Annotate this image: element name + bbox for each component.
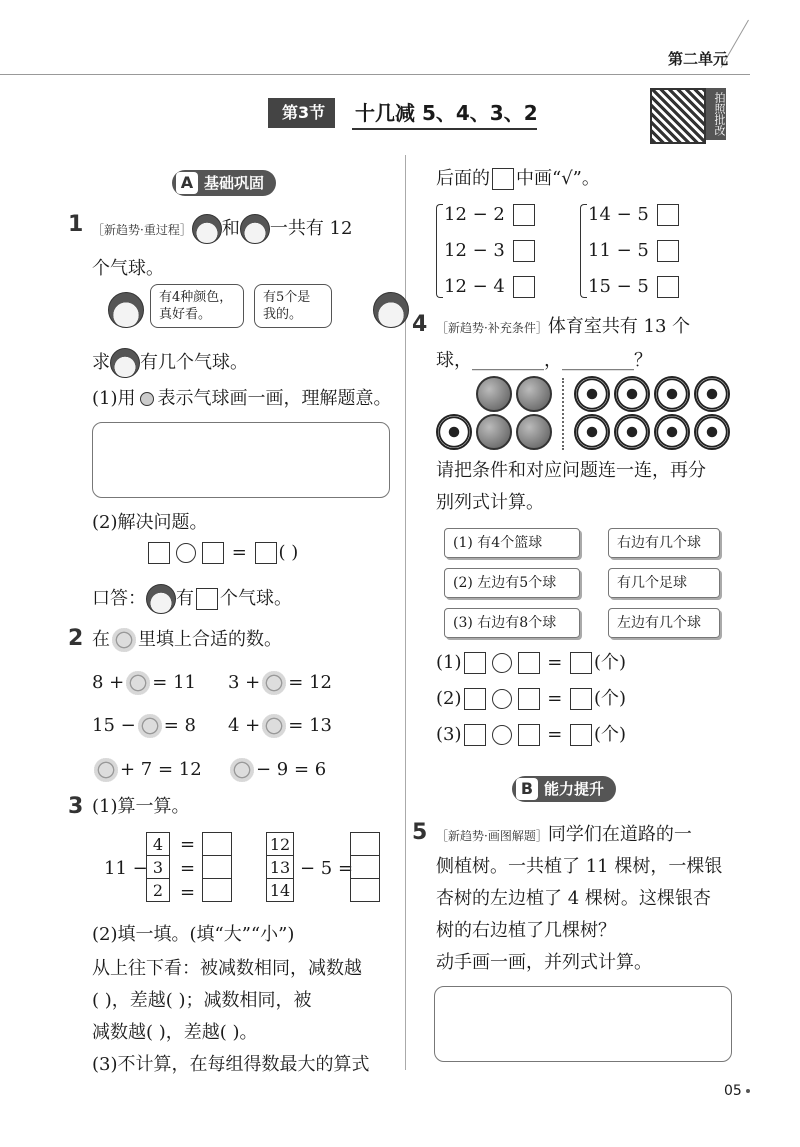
q3-right-column xyxy=(266,832,294,902)
q4-eq-1: (1) = (个) xyxy=(436,652,627,673)
flower-blank[interactable] xyxy=(262,671,286,695)
group1-row xyxy=(444,276,537,298)
q3-left-value: 4 xyxy=(147,833,170,856)
group2-row xyxy=(588,240,681,262)
q3-cont-b: 中画“√”。 xyxy=(516,168,600,189)
group2-expr: 11 − 5 xyxy=(588,240,649,261)
basketball-icon xyxy=(516,376,552,412)
section-b-badge xyxy=(512,776,616,802)
q4-text: 体育室共有 13 个 xyxy=(547,316,691,337)
q2-item-left: 3 + xyxy=(228,672,261,693)
operator-circle[interactable] xyxy=(492,653,512,673)
qr-caption-text: 拍照批改 xyxy=(713,92,726,136)
brace-group-2 xyxy=(580,204,587,298)
girl-face-icon xyxy=(108,292,144,328)
q1-line2: 个气球。 xyxy=(92,258,164,279)
q5-line1 xyxy=(436,824,692,847)
q5-line2: 侧植树。一共植了 11 棵树，一棵银 xyxy=(436,856,723,877)
q3-right-value: 12 xyxy=(267,833,294,856)
q1-ask xyxy=(92,348,248,378)
q3-part2-line3: 减数越( )，差越( )。 xyxy=(92,1022,258,1043)
q3-left-value: 3 xyxy=(147,856,170,879)
q2-item-5 xyxy=(92,758,202,782)
question-card[interactable]: 左边有几个球 xyxy=(608,608,720,638)
basketball-icon xyxy=(476,414,512,450)
answer-box[interactable] xyxy=(464,724,486,746)
q2-in: 在 xyxy=(92,629,110,650)
header-rule xyxy=(0,74,750,75)
column-divider xyxy=(405,155,406,1070)
answer-box[interactable] xyxy=(570,724,592,746)
page-title: 十几减 5、4、3、2 xyxy=(355,101,538,125)
answer-box[interactable] xyxy=(518,688,540,710)
q1-ask-rest: 有几个气球。 xyxy=(140,352,248,373)
q3-right-answers[interactable] xyxy=(350,832,380,902)
q2-item-left: 15 − xyxy=(92,715,136,736)
q1-part1-prefix: (1)用 xyxy=(92,388,136,409)
check-box[interactable] xyxy=(513,204,535,226)
q2-item-left: 8 + xyxy=(92,672,125,693)
q3-right-suffix: − 5 = xyxy=(300,858,354,879)
q4-eq-label: (3) xyxy=(436,724,462,745)
flower-blank[interactable] xyxy=(126,671,150,695)
answer-box[interactable] xyxy=(518,724,540,746)
girl-face-icon xyxy=(192,214,222,244)
group1-expr: 12 − 2 xyxy=(444,204,505,225)
q4-tag: ［新趋势·补充条件］ xyxy=(436,321,548,335)
section-a-badge xyxy=(172,170,276,196)
brace-group-1 xyxy=(436,204,443,298)
q1-part1-rest: 表示气球画一画，理解题意。 xyxy=(157,388,392,409)
q1-tag: ［新趋势·重过程］ xyxy=(92,223,192,237)
basketball-icon xyxy=(476,376,512,412)
group1-row xyxy=(444,240,537,262)
q5-line3: 杏树的左边植了 4 棵树。这棵银杏 xyxy=(436,888,711,909)
q1-answer-suffix: 个气球。 xyxy=(220,588,292,609)
q3-right-value: 14 xyxy=(267,879,294,902)
q2-item-right: = 13 xyxy=(288,715,332,736)
q1-number: 1 xyxy=(68,212,84,237)
q2-rest: 里填上合适的数。 xyxy=(138,629,282,650)
answer-cell[interactable] xyxy=(351,856,380,879)
group1-expr: 12 − 3 xyxy=(444,240,505,261)
q5-drawing-area[interactable] xyxy=(434,986,732,1062)
q4-line2: 球，________，________？ xyxy=(436,350,652,371)
q2-item-2 xyxy=(228,671,332,695)
girl-face-icon xyxy=(146,584,176,614)
q3-left-value: 2 xyxy=(147,879,170,902)
question-card[interactable]: 有几个足球 xyxy=(608,568,720,598)
answer-cell[interactable] xyxy=(203,856,232,879)
q3-left-eq-2: = xyxy=(180,858,196,879)
q3-part2-line2: ( )，差越( )；减数相同，被 xyxy=(92,990,312,1011)
q1-drawing-area[interactable] xyxy=(92,422,390,498)
flower-blank[interactable] xyxy=(138,714,162,738)
soccer-ball-icon xyxy=(694,414,730,450)
section-b-letter: B xyxy=(516,778,538,800)
q4-eq-unit: (个) xyxy=(594,724,627,745)
q3-left-column xyxy=(146,832,170,902)
q2-item-4 xyxy=(228,714,332,738)
answer-box[interactable] xyxy=(464,652,486,674)
q1-equation: = ( ) xyxy=(146,542,298,564)
q4-instr-2: 别列式计算。 xyxy=(436,492,544,513)
q1-and: 和 xyxy=(221,218,240,239)
answer-cell[interactable] xyxy=(351,833,380,856)
check-box[interactable] xyxy=(513,240,535,262)
check-box[interactable] xyxy=(657,276,679,298)
soccer-ball-icon xyxy=(654,376,690,412)
answer-box[interactable] xyxy=(255,542,277,564)
q3-part3-cont xyxy=(436,168,600,190)
q3-left-eq-1: = xyxy=(180,834,196,855)
q4-line1 xyxy=(436,316,690,339)
ball-divider xyxy=(562,378,564,450)
q3-part2: (2)填一填。(填“大”“小”) xyxy=(92,924,295,945)
girl-face-icon xyxy=(110,348,140,378)
q4-instr-1: 请把条件和对应问题连一连，再分 xyxy=(436,460,706,481)
speech-bubble-girl xyxy=(150,284,244,328)
q1-total: 一共有 12 xyxy=(269,218,353,239)
question-card[interactable]: 右边有几个球 xyxy=(608,528,720,558)
section-tag xyxy=(268,98,335,128)
q5-line4: 树的右边植了几棵树？ xyxy=(436,920,616,941)
q3-left-prefix: 11 − xyxy=(104,858,148,879)
q3-part3: (3)不计算，在每组得数最大的算式 xyxy=(92,1054,370,1075)
q3-number: 3 xyxy=(68,794,84,819)
condition-card[interactable]: (1) 有4个篮球 xyxy=(444,528,580,558)
q5-tag: ［新趋势·画图解题］ xyxy=(436,829,548,843)
q4-eq-unit: (个) xyxy=(594,688,627,709)
q5-l1: 同学们在道路的一 xyxy=(547,824,692,845)
check-box[interactable] xyxy=(657,204,679,226)
answer-box[interactable] xyxy=(518,652,540,674)
q3-cont-a: 后面的 xyxy=(436,168,490,189)
q4-eq-3: (3) = (个) xyxy=(436,724,627,745)
speech-bubble-boy xyxy=(254,284,332,328)
answer-box[interactable] xyxy=(570,688,592,710)
soccer-ball-icon xyxy=(614,376,650,412)
condition-card[interactable]: (3) 右边有8个球 xyxy=(444,608,580,638)
boy-face-icon xyxy=(240,214,270,244)
q2-item-right: + 7 = 12 xyxy=(120,759,202,780)
q2-item-right: = 8 xyxy=(163,715,196,736)
q2-item-3 xyxy=(92,714,196,738)
q4-eq-label: (2) xyxy=(436,688,462,709)
check-box[interactable] xyxy=(657,240,679,262)
flower-blank[interactable] xyxy=(94,758,118,782)
q1-ask-prefix: 求 xyxy=(92,352,110,373)
soccer-ball-icon xyxy=(614,414,650,450)
group1-row xyxy=(444,204,537,226)
answer-box[interactable] xyxy=(196,588,218,610)
answer-box[interactable] xyxy=(492,168,514,190)
operator-circle[interactable] xyxy=(492,689,512,709)
unit-label: 第二单元 xyxy=(668,50,729,68)
q1-line1 xyxy=(92,214,352,244)
group2-row xyxy=(588,204,681,226)
q1-answer-have: 有 xyxy=(176,588,194,609)
q3-left-answers[interactable] xyxy=(202,832,232,902)
q1-part1 xyxy=(92,388,392,410)
soccer-ball-icon xyxy=(654,414,690,450)
q2-number: 2 xyxy=(68,626,84,651)
page-number: 05 xyxy=(724,1083,742,1099)
operator-circle[interactable] xyxy=(492,725,512,745)
circle-icon xyxy=(140,392,154,406)
section-b-label: 能力提升 xyxy=(544,780,605,798)
q1-part2: (2)解决问题。 xyxy=(92,512,208,533)
title-underline xyxy=(352,128,537,130)
qr-caption xyxy=(706,88,726,140)
q3-part1: (1)算一算。 xyxy=(92,796,190,817)
answer-box[interactable] xyxy=(570,652,592,674)
q1-answer-prefix: 口答： xyxy=(92,588,146,609)
q2-item-right: = 11 xyxy=(152,672,196,693)
answer-box[interactable] xyxy=(202,542,224,564)
q1-answer xyxy=(92,584,292,614)
q4-eq-unit: (个) xyxy=(594,652,627,673)
basketball-icon xyxy=(516,414,552,450)
flower-blank[interactable] xyxy=(262,714,286,738)
answer-box[interactable] xyxy=(148,542,170,564)
qr-code-icon[interactable] xyxy=(650,88,706,144)
q4-eq-label: (1) xyxy=(436,652,462,673)
group2-row xyxy=(588,276,681,298)
q2-item-left: 4 + xyxy=(228,715,261,736)
group2-expr: 15 − 5 xyxy=(588,276,649,297)
q2-item-right: = 12 xyxy=(288,672,332,693)
answer-box[interactable] xyxy=(464,688,486,710)
q2-item-right: − 9 = 6 xyxy=(256,759,327,780)
flower-icon xyxy=(112,628,136,652)
answer-cell[interactable] xyxy=(351,879,380,902)
q4-number: 4 xyxy=(412,312,428,337)
q2-item-1 xyxy=(92,671,196,695)
boy-face-icon xyxy=(373,292,409,328)
answer-cell[interactable] xyxy=(203,879,232,902)
q2-item-6 xyxy=(228,758,326,782)
group1-expr: 12 − 4 xyxy=(444,276,505,297)
soccer-ball-icon xyxy=(574,376,610,412)
q1-eq-unit: ( ) xyxy=(278,542,299,563)
check-box[interactable] xyxy=(513,276,535,298)
q5-line5: 动手画一画，并列式计算。 xyxy=(436,952,652,973)
q2-instruction xyxy=(92,628,282,652)
section-a-letter: A xyxy=(176,172,198,194)
q5-number: 5 xyxy=(412,820,428,845)
section-tag-text: 第3节 xyxy=(282,103,326,122)
bubble-girl-text: 有4种颜色，真好看。 xyxy=(159,290,233,322)
soccer-ball-icon xyxy=(694,376,730,412)
soccer-ball-icon xyxy=(574,414,610,450)
soccer-ball-icon xyxy=(436,414,472,450)
q3-left-eq-3: = xyxy=(180,882,196,903)
bubble-boy-text: 有5个是我的。 xyxy=(263,290,311,322)
q3-right-value: 13 xyxy=(267,856,294,879)
condition-card[interactable]: (2) 左边有5个球 xyxy=(444,568,580,598)
q4-eq-2: (2) = (个) xyxy=(436,688,627,709)
answer-cell[interactable] xyxy=(203,833,232,856)
q3-part2-line1: 从上往下看：被减数相同，减数越 xyxy=(92,958,362,979)
operator-circle[interactable] xyxy=(176,543,196,563)
flower-blank[interactable] xyxy=(230,758,254,782)
section-a-label: 基础巩固 xyxy=(204,174,265,192)
group2-expr: 14 − 5 xyxy=(588,204,649,225)
page-dot xyxy=(746,1089,750,1093)
